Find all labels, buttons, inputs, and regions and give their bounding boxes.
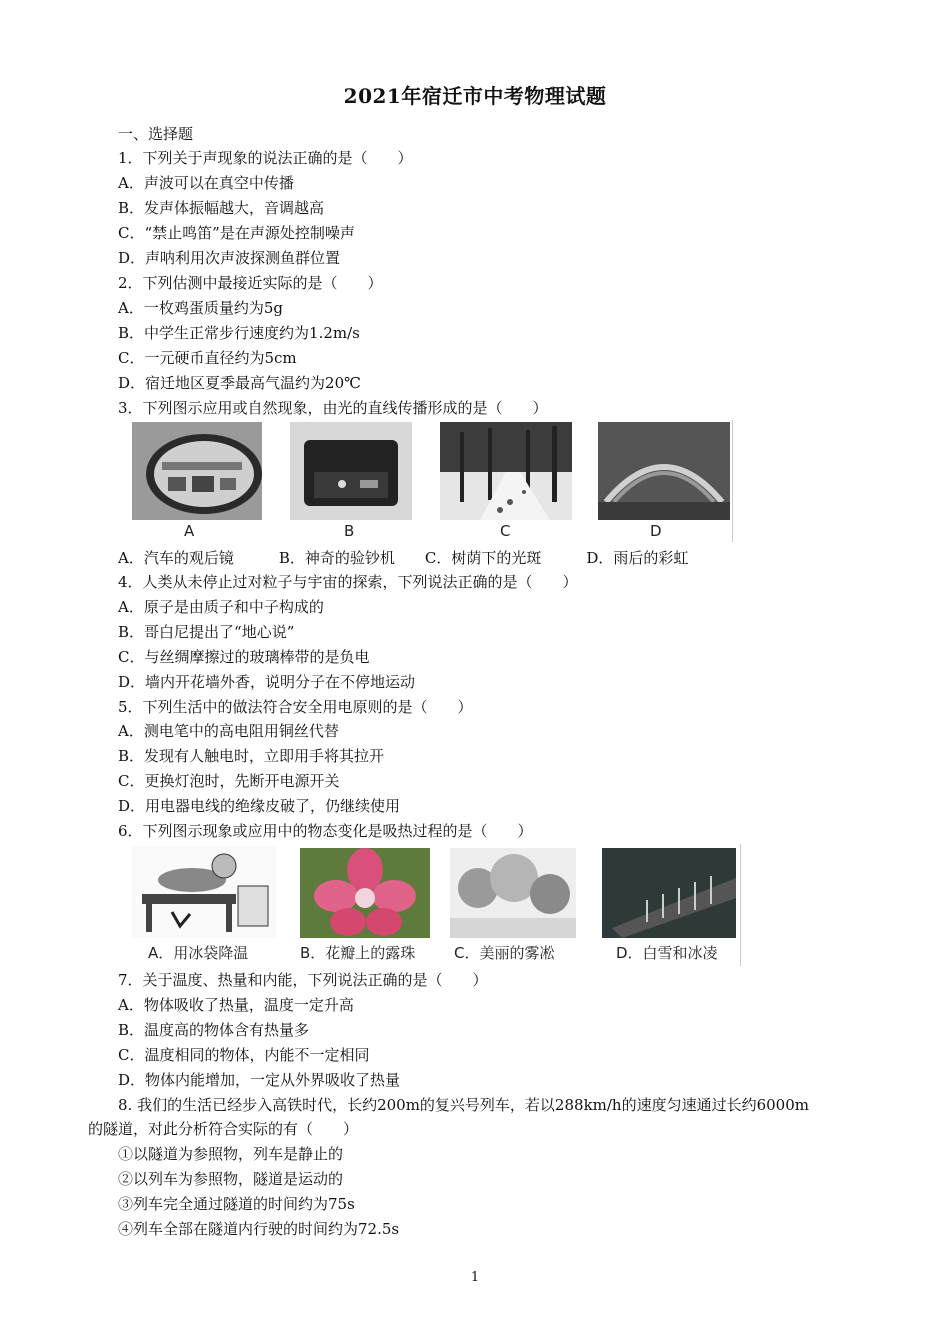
q2-option-a: A．一枚鸡蛋质量约为5g [118,299,283,317]
q8-stem-line1: 8. 我们的生活已经步入高铁时代，长约200m的复兴号列车，若以288km/h的速度匀速通过长约6000m [118,1096,809,1114]
q4-option-a: A．原子是由质子和中子构成的 [118,598,324,616]
q3-figure [128,420,733,542]
q4-option-b: B．哥白尼提出了“地心说” [118,623,295,641]
q1-option-b: B．发声体振幅越大，音调越高 [118,199,325,217]
q7-stem: 7．关于温度、热量和内能，下列说法正确的是（ ） [118,971,488,989]
q5-stem: 5．下列生活中的做法符合安全用电原则的是（ ） [118,698,473,716]
q2-option-d: D．宿迁地区夏季最高气温约为20℃ [118,374,361,392]
q5-option-c: C．更换灯泡时，先断开电源开关 [118,772,340,790]
q8-statement-1: ①以隧道为参照物，列车是静止的 [118,1145,344,1163]
q1-option-a: A．声波可以在真空中传播 [118,174,294,192]
q8-statement-3: ③列车完全通过隧道的时间约为75s [118,1195,355,1213]
q3-image-c [440,422,572,520]
q2-stem: 2．下列估测中最接近实际的是（ ） [118,274,383,292]
q3-image-d [598,422,730,520]
q5-option-d: D．用电器电线的绝缘皮破了，仍继续使用 [118,797,401,815]
q3-label-c: C [500,522,511,540]
q7-option-c: C．温度相同的物体，内能不一定相同 [118,1046,370,1064]
q6-image-a [132,846,276,938]
section-heading: 一、选择题 [118,125,194,143]
q3-label-b: B [344,522,355,540]
q1-stem: 1．下列关于声现象的说法正确的是（ ） [118,149,413,167]
q3-options: A．汽车的观后镜 B．神奇的验钞机 C．树荫下的光斑 D．雨后的彩虹 [118,549,689,567]
q6-label-d: D．白雪和冰凌 [616,944,718,962]
q3-stem: 3．下列图示应用或自然现象，由光的直线传播形成的是（ ） [118,399,548,417]
q7-option-a: A．物体吸收了热量，温度一定升高 [118,996,354,1014]
q2-option-c: C．一元硬币直径约为5cm [118,349,297,367]
q4-option-c: C．与丝绸摩擦过的玻璃棒带的是负电 [118,648,370,666]
q4-stem: 4．人类从未停止过对粒子与宇宙的探索，下列说法正确的是（ ） [118,573,578,591]
q2-option-b: B．中学生正常步行速度约为1.2m/s [118,324,360,342]
q3-label-a: A [184,522,195,540]
q6-image-b [300,848,430,938]
q1-option-c: C．“禁止鸣笛”是在声源处控制噪声 [118,224,355,242]
q4-option-d: D．墙内开花墙外香，说明分子在不停地运动 [118,673,416,691]
q5-option-a: A．测电笔中的高电阻用铜丝代替 [118,722,339,740]
page-title: 2021年宿迁市中考物理试题 [343,84,607,108]
q6-label-c: C．美丽的雾凇 [454,944,555,962]
q3-image-b [290,422,412,520]
q6-label-b: B．花瓣上的露珠 [300,944,416,962]
q1-option-d: D．声呐利用次声波探测鱼群位置 [118,249,341,267]
q8-stem-line2: 的隧道，对此分析符合实际的有（ ） [88,1120,359,1138]
page-number: 1 [470,1270,480,1285]
q7-option-d: D．物体内能增加，一定从外界吸收了热量 [118,1071,401,1089]
q7-option-b: B．温度高的物体含有热量多 [118,1021,310,1039]
q6-image-d [602,848,736,938]
q6-figure [128,844,741,966]
q6-image-c [450,848,576,938]
q8-statement-4: ④列车全部在隧道内行驶的时间约为72.5s [118,1220,400,1238]
q6-label-a: A．用冰袋降温 [148,944,249,962]
q6-stem: 6．下列图示现象或应用中的物态变化是吸热过程的是（ ） [118,822,533,840]
q5-option-b: B．发现有人触电时，立即用手将其拉开 [118,747,385,765]
q8-statement-2: ②以列车为参照物，隧道是运动的 [118,1170,344,1188]
q3-image-a [132,422,262,520]
q3-label-d: D [650,522,662,540]
